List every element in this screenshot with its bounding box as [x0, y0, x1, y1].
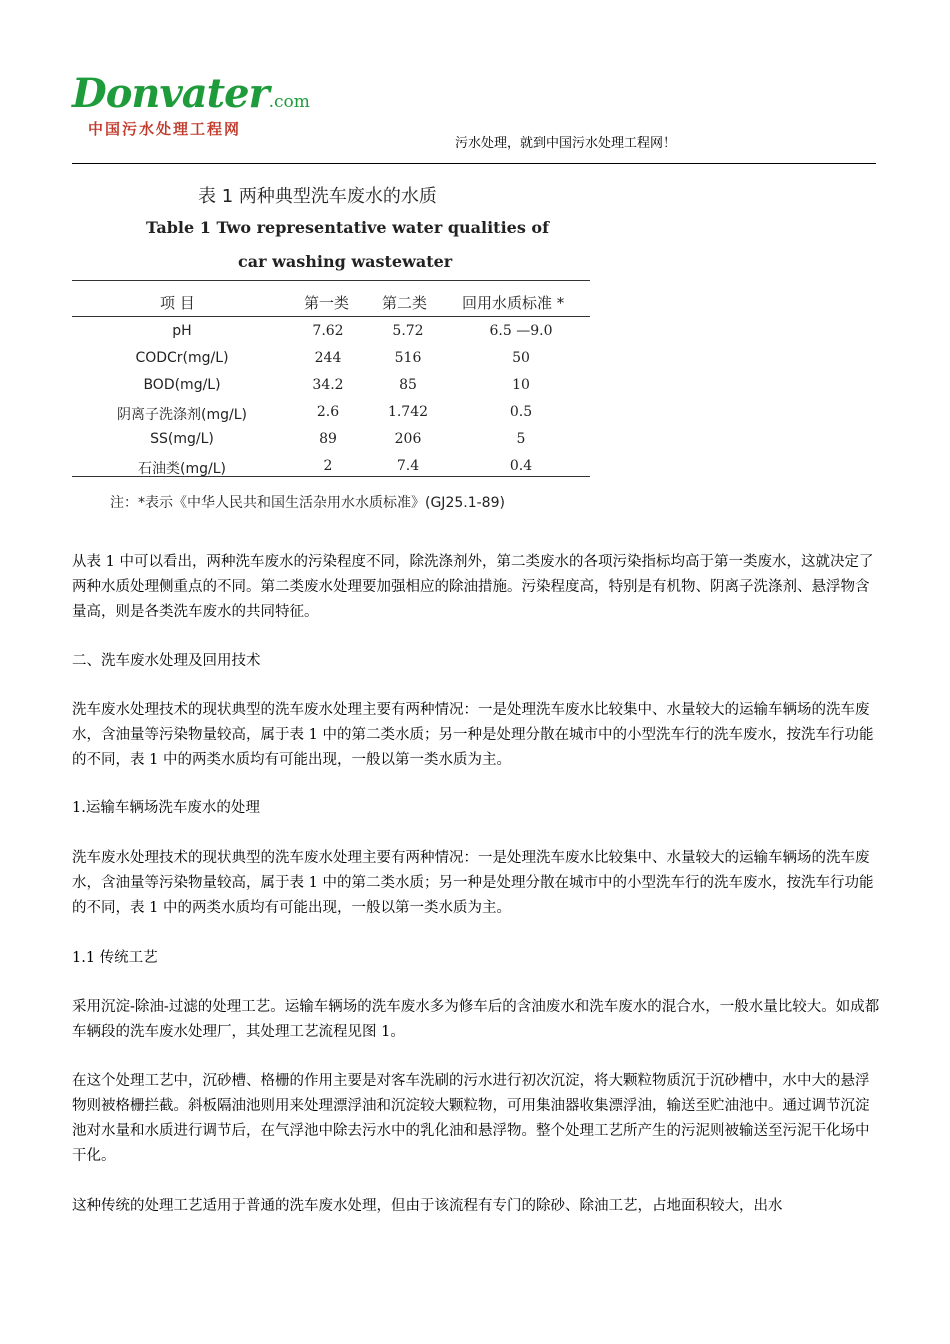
table-cell: CODCr(mg/L) — [135, 350, 229, 366]
header-tagline: 污水处理，就到中国污水处理工程网！ — [455, 136, 677, 151]
table-title-cn: 表 1 两种典型洗车废水的水质 — [198, 186, 437, 207]
paragraph: 从表 1 中可以看出，两种洗车废水的污染程度不同，除洗涤剂外，第二类废水的各项污染指标均高于第一类废水，这就决定了两种水质处理侧重点的不同。第二类废水处理要加强相应的除油措施。污染程度高，特别是有机物、阴离子洗涤剂、悬浮物含量高，则是各类洗车废水的共同特征。 — [72, 554, 874, 620]
table-cell: 10 — [512, 377, 530, 393]
header-divider — [72, 163, 876, 164]
table-row — [72, 458, 602, 485]
table-cell: 7.62 — [312, 323, 344, 339]
paragraph: 这种传统的处理工艺适用于普通的洗车废水处理，但由于该流程有专门的除砂、除油工艺，占地面积较大，出水 — [72, 1198, 783, 1214]
paragraph: 在这个处理工艺中，沉砂槽、格栅的作用主要是对客车洗刷的污水进行初次沉淀，将大颗粒物质沉于沉砂槽中，水中大的悬浮物则被格栅拦截。斜板隔油池则用来处理漂浮油和沉淀较大颗粒物，可用集油器收集漂浮油，输送至贮油池中。通过调节沉淀池对水量和水质进行调节后，在气浮池中除去污水中的乳化油和悬浮物。整个处理工艺所产生的污泥则被输送至污泥干化场中干化。 — [72, 1073, 870, 1164]
table-row — [72, 404, 602, 431]
table-cell: 85 — [399, 377, 417, 393]
paragraph: 洗车废水处理技术的现状典型的洗车废水处理主要有两种情况：一是处理洗车废水比较集中、水量较大的运输车辆场的洗车废水，含油量等污染物量较高，属于表 1 中的第二类水质；另一种是处理分散在城市中的小型洗车行的洗车废水，按洗车行功能的不同，表 1 中的两类水质均有可能出现，一般以第一类水质为主。 — [72, 702, 874, 768]
table-cell: BOD(mg/L) — [143, 377, 221, 393]
table-cell: 50 — [512, 350, 530, 366]
table-cell: 5.72 — [392, 323, 424, 339]
subsection-heading: 1.1 传统工艺 — [72, 950, 158, 966]
table-title-en-line2: car washing wastewater — [238, 252, 453, 271]
table-top-rule — [72, 280, 590, 281]
table-row — [72, 323, 602, 350]
table-cell: 244 — [314, 350, 342, 366]
table-cell: 阴离子洗涤剂(mg/L) — [117, 407, 247, 423]
table-cell: 石油类(mg/L) — [138, 461, 226, 477]
site-logo[interactable] — [72, 70, 310, 146]
table-header-class2: 第二类 — [382, 294, 428, 312]
table-cell: 1.742 — [387, 404, 429, 420]
table-cell: pH — [172, 323, 192, 339]
table-cell: 0.5 — [509, 404, 533, 420]
table-cell: 206 — [394, 431, 422, 447]
logo-subtitle: 中国污水处理工程网 — [88, 120, 242, 138]
table-row — [72, 350, 602, 377]
table-cell: 0.4 — [509, 458, 533, 474]
table-row — [72, 431, 602, 458]
table-row — [72, 377, 602, 404]
table-cell: 5 — [516, 431, 526, 447]
table-cell: 6.5 —9.0 — [489, 323, 553, 339]
logo-brand: Donvater.com — [72, 70, 310, 117]
table-cell: 516 — [394, 350, 422, 366]
paragraph: 洗车废水处理技术的现状典型的洗车废水处理主要有两种情况：一是处理洗车废水比较集中、水量较大的运输车辆场的洗车废水，含油量等污染物量较高，属于表 1 中的第二类水质；另一种是处理分散在城市中的小型洗车行的洗车废水，按洗车行功能的不同，表 1 中的两类水质均有可能出现，一般以第一类水质为主。 — [72, 850, 874, 916]
table-cell: 34.2 — [312, 377, 344, 393]
table-title-en-line1: Table 1 Two representative water qualities of — [146, 218, 549, 237]
table-cell: SS(mg/L) — [150, 431, 214, 447]
table-cell: 2.6 — [316, 404, 340, 420]
table-cell: 2 — [323, 458, 333, 474]
table-header-reuse-standard: 回用水质标准 * — [462, 294, 565, 312]
table-cell: 89 — [319, 431, 337, 447]
section-heading: 二、洗车废水处理及回用技术 — [72, 653, 261, 669]
table-header-item: 项 目 — [160, 294, 195, 312]
table-header-class1: 第一类 — [304, 294, 350, 312]
water-quality-table-figure — [72, 178, 602, 518]
paragraph: 采用沉淀-除油-过滤的处理工艺。运输车辆场的洗车废水多为修车后的含油废水和洗车废水的混合水，一般水量比较大。如成都车辆段的洗车废水处理厂，其处理工艺流程见图 1。 — [72, 999, 880, 1040]
table-header-rule — [72, 316, 590, 317]
table-cell: 7.4 — [396, 458, 420, 474]
table-footnote: 注：*表示《中华人民共和国生活杂用水水质标准》(GJ25.1-89) — [110, 495, 505, 511]
table-bottom-rule — [72, 476, 590, 477]
subsection-heading: 1.运输车辆场洗车废水的处理 — [72, 800, 260, 816]
